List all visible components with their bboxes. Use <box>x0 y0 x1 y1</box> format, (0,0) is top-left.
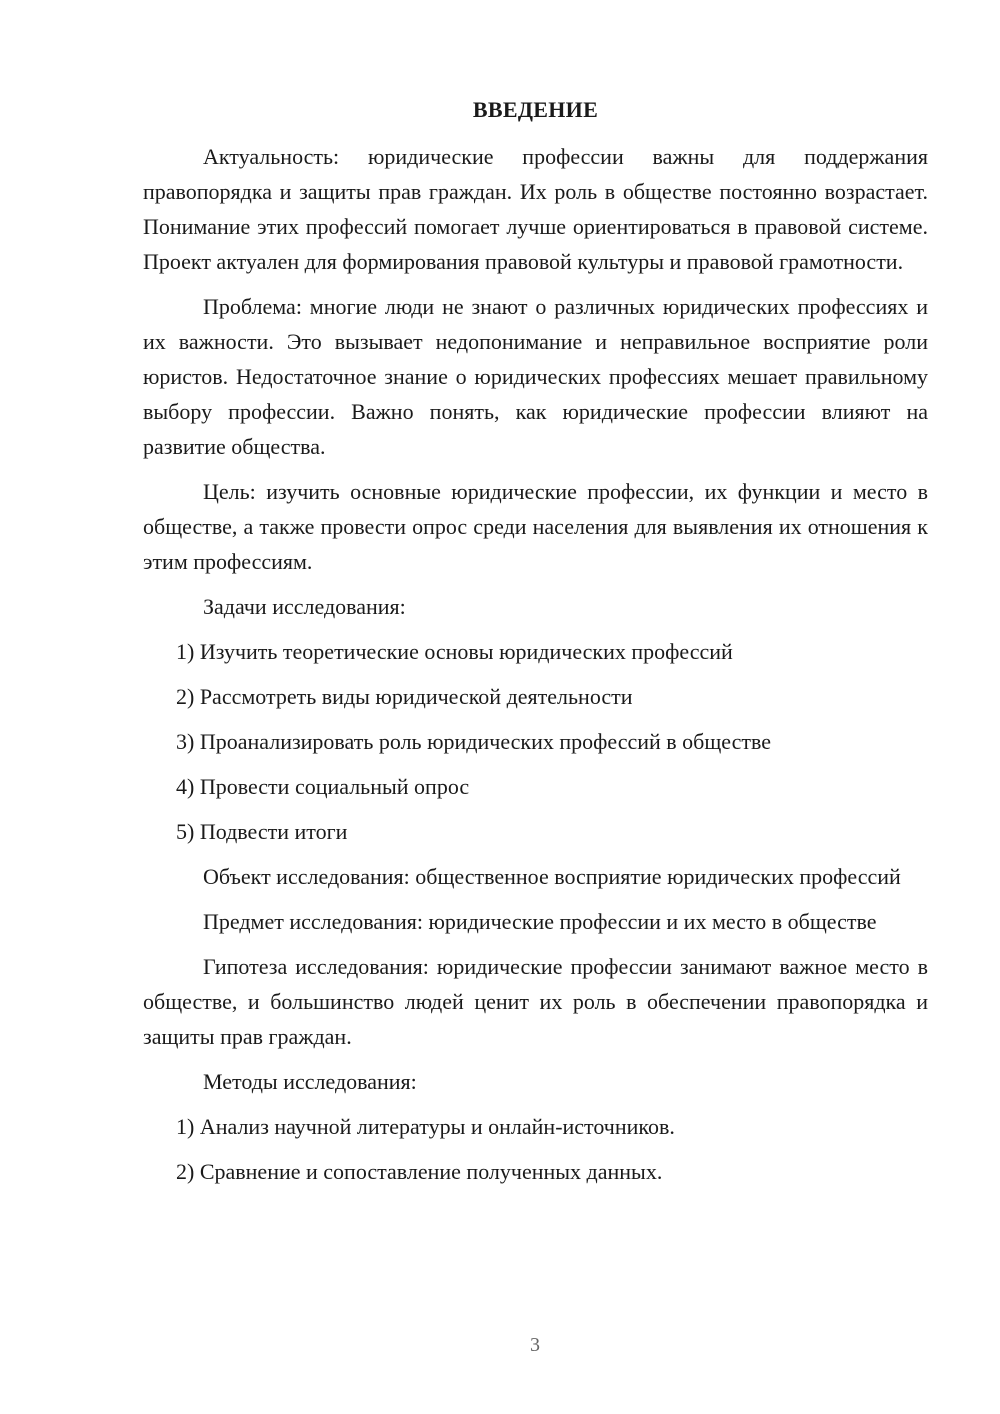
document-page <box>143 95 928 1199</box>
paragraph-object: Объект исследования: общественное восприятие юридических профессий <box>203 864 901 889</box>
paragraph-relevance: Актуальность: юридические профессии важны для поддержания правопорядка и защиты прав граждан. Их роль в обществе постоянно возрастает. Понимание этих профессий помогает лучше ориентироваться в правовой системе. Проект актуален для формирования правовой культуры и правовой грамотности. <box>143 144 928 274</box>
tasks-heading: Задачи исследования: <box>203 594 406 619</box>
method-item-1: 1) Анализ научной литературы и онлайн-источников. <box>176 1114 675 1139</box>
paragraph-goal: Цель: изучить основные юридические профессии, их функции и место в обществе, а также провести опрос среди населения для выявления их отношения к этим профессиям. <box>143 479 928 574</box>
page-number: 3 <box>530 1334 540 1356</box>
task-item-3: 3) Проанализировать роль юридических профессий в обществе <box>176 729 772 754</box>
methods-heading: Методы исследования: <box>203 1069 417 1094</box>
page-title: ВВЕДЕНИЕ <box>472 97 599 122</box>
task-item-4: 4) Провести социальный опрос <box>176 774 470 799</box>
paragraph-problem: Проблема: многие люди не знают о различных юридических профессиях и их важности. Это вызывает недопонимание и неправильное восприятие роли юристов. Недостаточное знание о юридических профессиях мешает правильному выбору профессии. Важно понять, как юридические профессии влияют на развитие общества. <box>143 294 928 459</box>
task-item-1: 1) Изучить теоретические основы юридических профессий <box>176 639 733 664</box>
task-item-2: 2) Рассмотреть виды юридической деятельности <box>176 684 633 709</box>
paragraph-hypothesis: Гипотеза исследования: юридические профессии занимают важное место в обществе, и большинство людей ценит их роль в обеспечении правопорядка и защиты прав граждан. <box>143 954 928 1049</box>
method-item-2: 2) Сравнение и сопоставление полученных данных. <box>176 1159 663 1184</box>
task-item-5: 5) Подвести итоги <box>176 819 348 844</box>
paragraph-subject: Предмет исследования: юридические профессии и их место в обществе <box>203 909 877 934</box>
